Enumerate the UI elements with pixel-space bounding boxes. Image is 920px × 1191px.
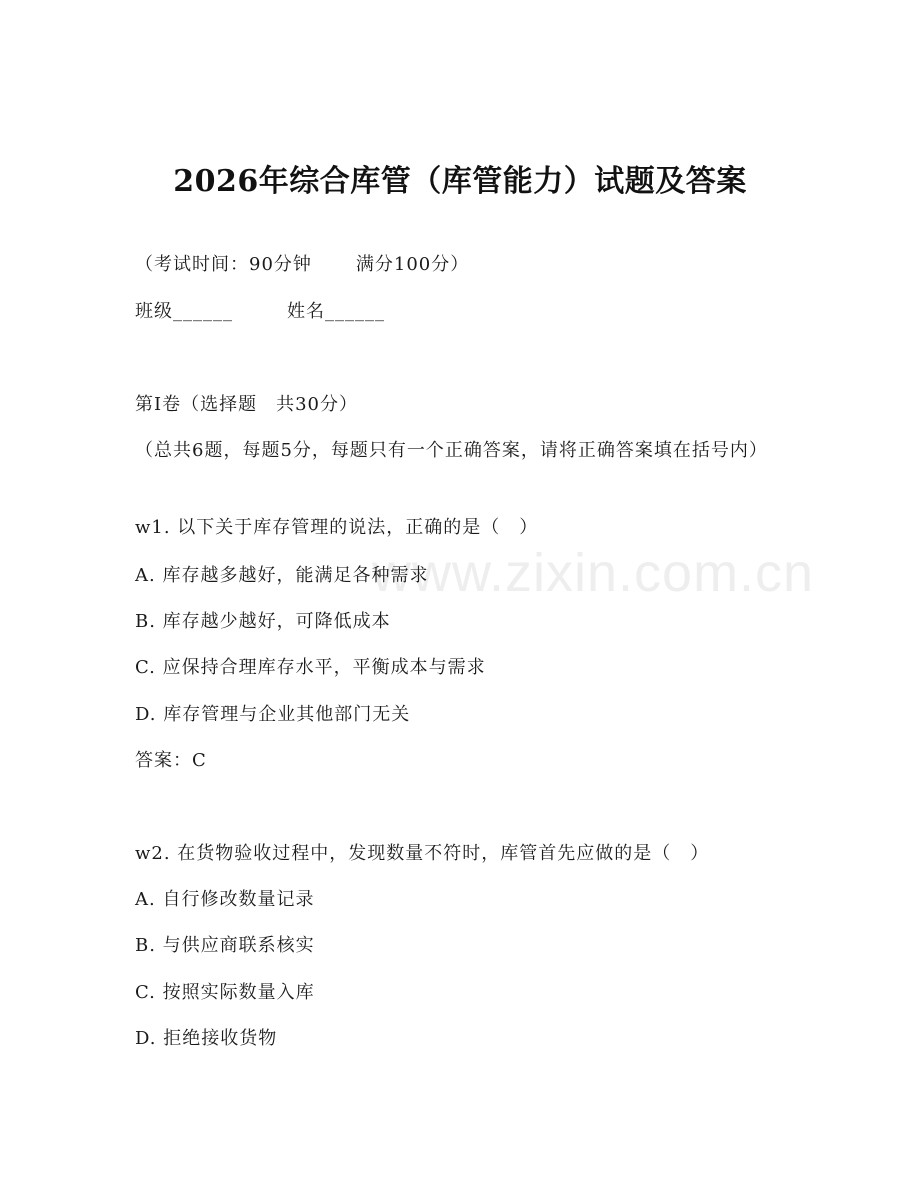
question-1-option-b: B. 库存越少越好，可降低成本: [135, 611, 391, 632]
section-header: 第Ⅰ卷（选择题 共30分）: [135, 394, 359, 415]
page-title: 2026年综合库管（库管能力）试题及答案: [173, 164, 747, 199]
section-instructions: （总共6题，每题5分，每题只有一个正确答案，请将正确答案填在括号内）: [135, 440, 768, 461]
name-field: 姓名______: [287, 301, 385, 322]
question-2-option-b: B. 与供应商联系核实: [135, 935, 315, 956]
question-2-stem: w2. 在货物验收过程中，发现数量不符时，库管首先应做的是（ ）: [135, 843, 710, 864]
student-info: [135, 299, 385, 325]
exam-info: [135, 252, 469, 278]
question-2-option-d: D. 拒绝接收货物: [135, 1028, 278, 1049]
class-field: 班级______: [135, 301, 233, 322]
question-2-option-c: C. 按照实际数量入库: [135, 982, 315, 1003]
watermark: www.zixin.com.cn: [372, 543, 815, 603]
question-1-option-d: D. 库存管理与企业其他部门无关: [135, 704, 411, 725]
question-1-option-c: C. 应保持合理库存水平，平衡成本与需求: [135, 657, 486, 678]
question-1-option-a: A. 库存越多越好，能满足各种需求: [135, 565, 429, 586]
exam-time: （考试时间：90分钟: [135, 254, 312, 275]
question-2-option-a: A. 自行修改数量记录: [135, 889, 315, 910]
question-1-answer: 答案：C: [135, 750, 207, 771]
exam-score: 满分100分）: [355, 254, 470, 275]
question-1-stem: w1. 以下关于库存管理的说法，正确的是（ ）: [135, 517, 539, 538]
